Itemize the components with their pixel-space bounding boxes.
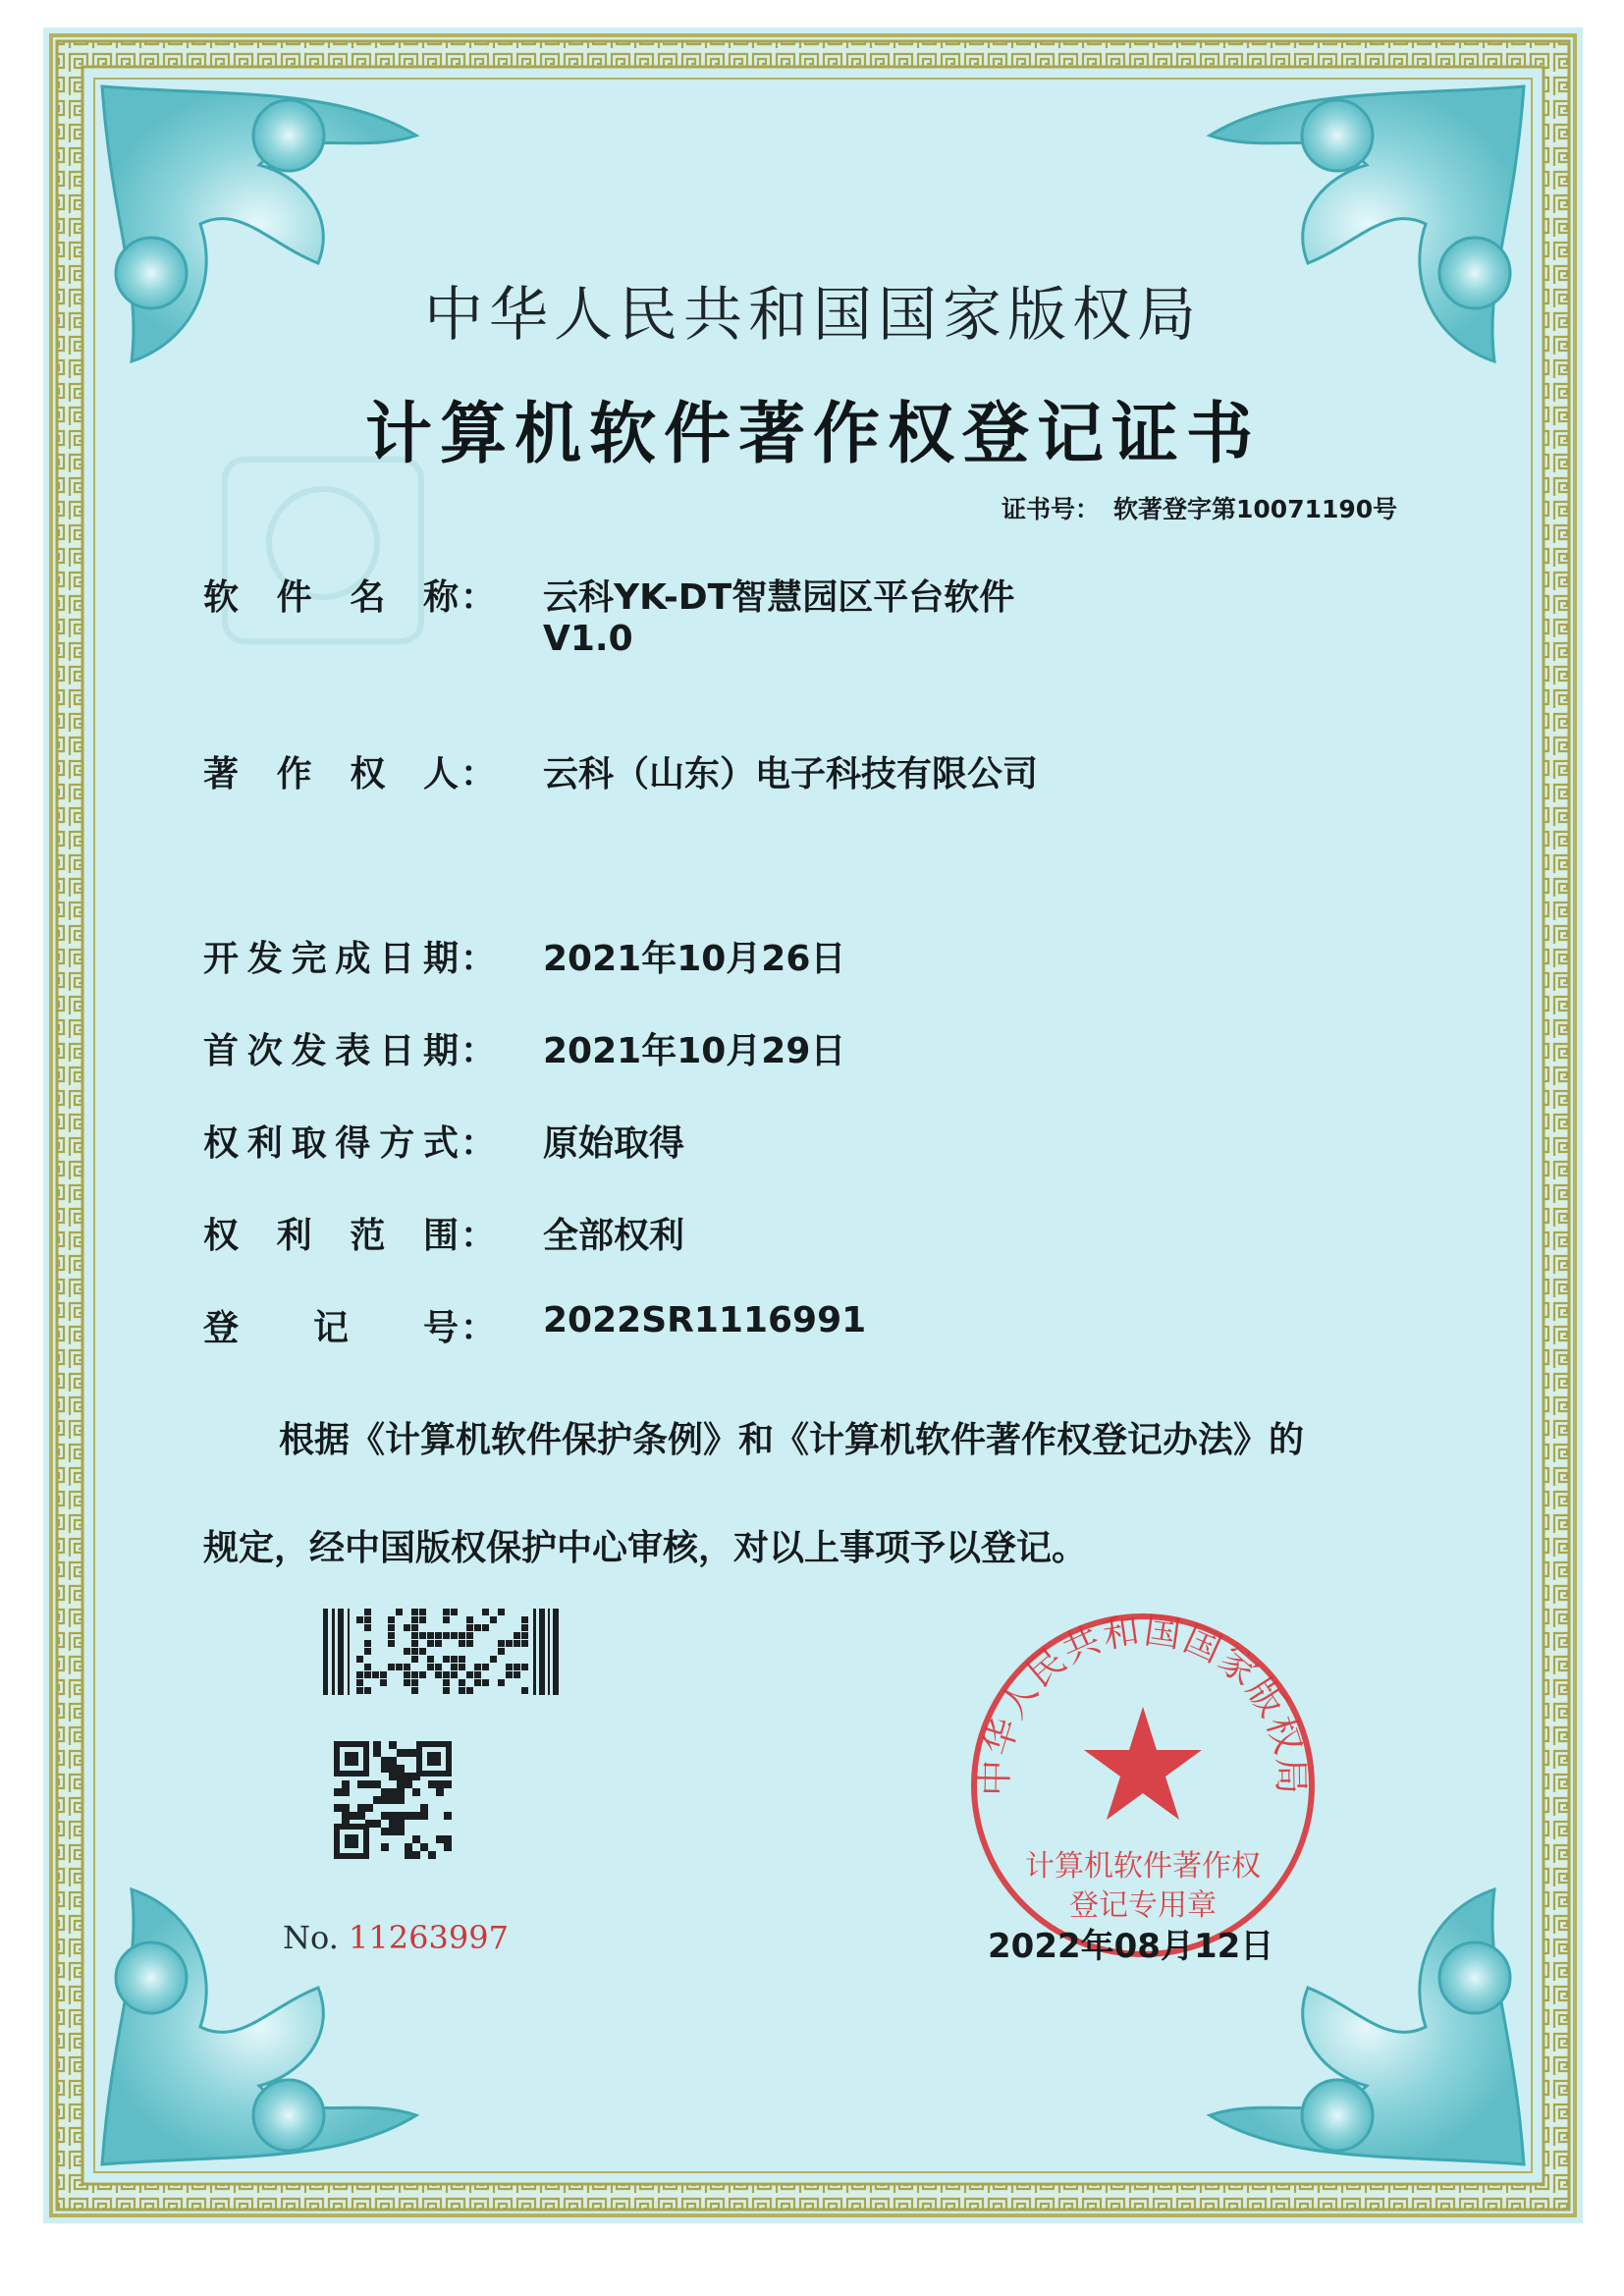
barcode-module [459,1656,465,1663]
barcode-module [427,1656,434,1663]
qr-module [334,1788,342,1796]
field-label: 权利取得方式 [203,1123,459,1164]
barcode-module [521,1664,528,1670]
qr-module [381,1812,389,1820]
qr-module [373,1749,381,1757]
qr-module [389,1812,397,1820]
barcode-module [388,1616,395,1623]
barcode-module [419,1632,426,1639]
authority-title: 中华人民共和国国家版权局 [424,281,1202,350]
barcode-module [466,1640,473,1647]
barcode-module [474,1679,481,1686]
qr-module [444,1780,452,1788]
field-colon: ： [460,754,497,794]
field-colon: ： [460,577,497,618]
qr-module [342,1788,350,1796]
barcode-module [356,1687,363,1694]
barcode-module [364,1609,371,1615]
certificate-number [1001,490,1411,525]
qr-module [405,1749,412,1757]
barcode-module [466,1687,473,1694]
barcode-module [521,1632,528,1639]
qr-module [397,1773,405,1780]
barcode-module [388,1664,395,1670]
statement-line-2: 规定，经中国版权保护中心审核，对以上事项予以登记。 [203,1528,1088,1568]
barcode-module [435,1671,442,1678]
qr-module [389,1828,397,1835]
qr-module [397,1828,405,1835]
field-value: 全部权利 [543,1216,685,1256]
qr-module [381,1757,389,1765]
field-colon: ： [460,1123,497,1164]
barcode-module [364,1687,371,1694]
qr-module [405,1851,412,1859]
serial-number [283,1919,509,1956]
barcode-module [506,1640,513,1647]
barcode-module [356,1656,363,1663]
barcode-module [411,1656,418,1663]
barcode-module [427,1640,434,1647]
field-label: 登记号 [203,1308,459,1348]
qr-module [350,1812,357,1820]
qr-module [373,1780,381,1788]
barcode-module [498,1679,505,1686]
barcode-module [411,1640,418,1647]
barcode-module [411,1609,418,1615]
barcode-module [466,1632,473,1639]
barcode-module [482,1679,489,1686]
barcode-module [451,1632,458,1639]
barcode-module [459,1679,465,1686]
qr-module [405,1812,412,1820]
field-label: 开发完成日期 [203,939,459,979]
barcode-module [521,1640,528,1647]
barcode [323,1609,559,1695]
certificate-number-value: 软著登字第10071190号 [1113,495,1398,523]
qr-module [397,1780,405,1788]
qr-module [389,1741,397,1749]
qr-module [397,1796,405,1804]
qr-module [420,1812,428,1820]
qr-module [365,1780,373,1788]
barcode-module [380,1679,387,1686]
qr-module [397,1765,405,1773]
qr-module [412,1788,420,1796]
barcode-module [443,1671,450,1678]
field-colon: ： [460,1308,497,1348]
serial-prefix: No. [283,1919,339,1956]
barcode-module [459,1632,465,1639]
barcode-module [482,1664,489,1670]
barcode-module [419,1671,426,1678]
qr-module [397,1749,405,1757]
barcode-module [514,1640,520,1647]
barcode-module [443,1632,450,1639]
qr-module [381,1828,389,1835]
barcode-module [404,1648,410,1655]
barcode-module [451,1656,458,1663]
qr-module [365,1820,373,1828]
barcode-module [443,1609,450,1615]
barcode-module [490,1656,497,1663]
certificate [43,27,1583,2223]
barcode-module [411,1632,418,1639]
seal-text-line-1: 计算机软件著作权 [1025,1849,1261,1884]
barcode-module [498,1640,505,1647]
qr-module [357,1812,365,1820]
qr-module [357,1780,365,1788]
field-colon: ： [460,1216,497,1256]
barcode-module [506,1664,513,1670]
qr-module [420,1843,428,1851]
barcode-module [521,1687,528,1694]
barcode-module [411,1616,418,1623]
statement-line-1: 根据《计算机软件保护条例》和《计算机软件著作权登记办法》的 [279,1420,1305,1460]
seal-text-line-2: 登记专用章 [1069,1888,1217,1923]
barcode-module [364,1664,371,1670]
field-label: 著作权人 [203,754,459,794]
qr-module [334,1804,342,1812]
qr-module [405,1773,412,1780]
qr-module [405,1780,412,1788]
field-label: 软件名称 [203,577,459,618]
qr-module [436,1788,444,1796]
barcode-module [419,1616,426,1623]
qr-module [389,1820,397,1828]
barcode-module [466,1624,473,1631]
barcode-module [364,1671,371,1678]
barcode-module [443,1616,450,1623]
barcode-module [404,1664,410,1670]
qr-module [342,1820,350,1828]
barcode-module [411,1624,418,1631]
seal-ring-text: 中华人民共和国国家版权局 [973,1609,1313,1797]
qr-module [436,1835,444,1843]
barcode-module [380,1671,387,1678]
barcode-module [474,1664,481,1670]
qr-module [397,1820,405,1828]
document-title: 计算机软件著作权登记证书 [364,396,1261,473]
barcode-module [411,1679,418,1686]
qr-module [373,1820,381,1828]
qr-module [412,1835,420,1843]
barcode-module [451,1609,458,1615]
barcode-module [443,1679,450,1686]
barcode-module [451,1671,458,1678]
qr-module [405,1843,412,1851]
barcode-module [498,1648,505,1655]
barcode-module [427,1632,434,1639]
qr-module [397,1812,405,1820]
barcode-module [490,1616,497,1623]
qr-module [381,1796,389,1804]
barcode-module [435,1632,442,1639]
qr-module [412,1749,420,1757]
field-value: 2021年10月29日 [543,1031,846,1071]
barcode-module [459,1687,465,1694]
barcode-module [521,1624,528,1631]
qr-module [357,1804,365,1812]
field-value-line2: V1.0 [543,619,633,659]
field-label: 权利范围 [203,1216,459,1256]
barcode-module [356,1671,363,1678]
serial-value: 11263997 [349,1919,509,1956]
qr-module [389,1773,397,1780]
barcode-module [404,1624,410,1631]
field-value: 云科（山东）电子科技有限公司 [543,754,1039,794]
barcode-module [466,1671,473,1678]
barcode-module [411,1648,418,1655]
qr-module [389,1757,397,1765]
barcode-module [404,1671,410,1678]
barcode-module [459,1664,465,1670]
barcode-module [356,1679,363,1686]
seal-star-icon [1084,1707,1202,1820]
barcode-module [388,1640,395,1647]
field-label: 首次发表日期 [203,1031,459,1071]
qr-module [381,1788,389,1796]
barcode-module [474,1671,481,1678]
field-value: 原始取得 [543,1123,685,1164]
barcode-module [466,1616,473,1623]
field-colon: ： [460,1031,497,1071]
barcode-module [419,1609,426,1615]
barcode-module [427,1664,434,1670]
barcode-module [459,1640,465,1647]
qr-module [444,1843,452,1851]
barcode-module [474,1624,481,1631]
qr-module [412,1851,420,1859]
barcode-module [364,1640,371,1647]
field-colon: ： [460,939,497,979]
qr-module [444,1835,452,1843]
barcode-module [514,1664,520,1670]
qr-module [381,1765,389,1773]
barcode-module [514,1632,520,1639]
barcode-module [372,1671,379,1678]
barcode-module [451,1664,458,1670]
barcode-module [396,1664,403,1670]
barcode-module [498,1609,505,1615]
barcode-module [388,1632,395,1639]
qr-module [342,1780,350,1788]
official-seal [956,1599,1329,1972]
qr-module [428,1851,436,1859]
qr-module [420,1804,428,1812]
field-value: 云科YK-DT智慧园区平台软件 [543,577,1015,618]
barcode-module [364,1648,371,1655]
barcode-module [356,1616,363,1623]
barcode-module [443,1656,450,1663]
qr-module [381,1843,389,1851]
qr-module [373,1741,381,1749]
qr-module [412,1812,420,1820]
barcode-module [364,1624,371,1631]
qr-module [342,1812,350,1820]
barcode-module [419,1648,426,1655]
barcode-module [482,1624,489,1631]
qr-module [412,1773,420,1780]
barcode-module [482,1609,489,1615]
qr-module [428,1780,436,1788]
barcode-module [435,1664,442,1670]
barcode-module [404,1679,410,1686]
qr-module [389,1765,397,1773]
qr-module [389,1796,397,1804]
qr-module [436,1780,444,1788]
barcode-module [435,1640,442,1647]
certificate-number-label: 证书号： [1001,495,1101,523]
barcode-module [388,1624,395,1631]
qr-module [365,1804,373,1812]
barcode-module [521,1616,528,1623]
qr-module [373,1796,381,1804]
field-value: 2022SR1116991 [543,1300,867,1340]
qr-code [334,1741,452,1859]
barcode-module [364,1616,371,1623]
barcode-module [443,1687,450,1694]
qr-module [444,1812,452,1820]
barcode-module [411,1687,418,1694]
qr-module [389,1788,397,1796]
barcode-module [396,1609,403,1615]
barcode-module [506,1671,513,1678]
qr-module [397,1788,405,1796]
barcode-module [411,1671,418,1678]
qr-module [342,1804,350,1812]
issue-date: 2022年08月12日 [988,1927,1274,1966]
barcode-module [514,1671,520,1678]
field-value: 2021年10月26日 [543,939,846,979]
